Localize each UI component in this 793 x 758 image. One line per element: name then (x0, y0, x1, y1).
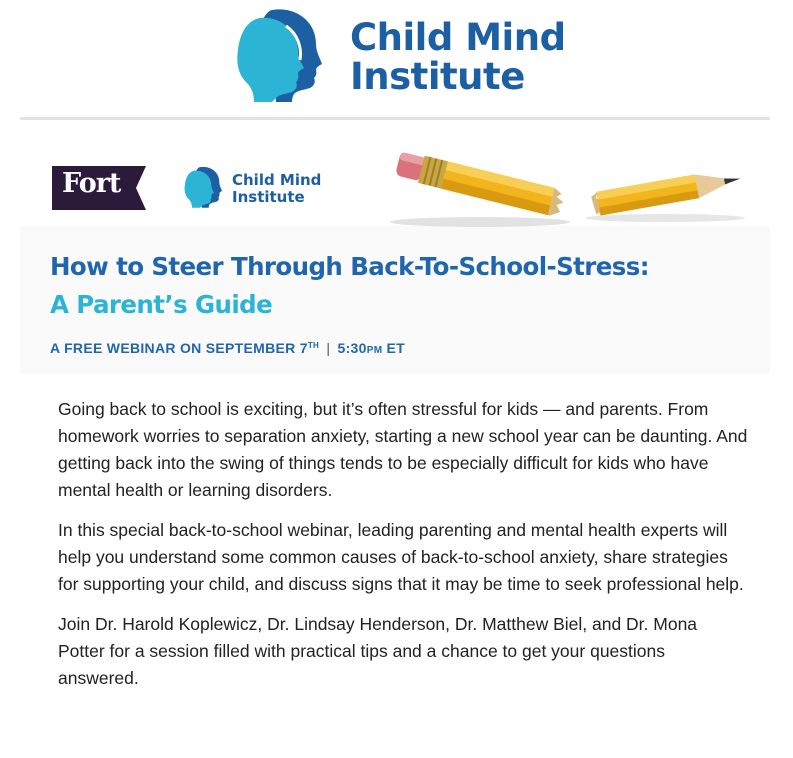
webinar-title: How to Steer Through Back-To-School-Stress: (50, 252, 649, 281)
webinar-meridiem: PM (366, 345, 383, 356)
webinar-banner[interactable] (20, 122, 770, 374)
fort-logo-text: Fort (62, 168, 121, 199)
webinar-date-prefix: A FREE WEBINAR ON SEPTEMBER 7 (50, 340, 308, 356)
webinar-date-line (50, 340, 405, 356)
webinar-timezone: ET (386, 340, 406, 356)
email-header (0, 0, 793, 118)
logo-line-2: Institute (350, 55, 525, 98)
partner-logo-wordmark (232, 172, 321, 206)
email-body (58, 396, 748, 705)
logo-line-1: Child Mind (350, 16, 566, 59)
webinar-subtitle: A Parent’s Guide (50, 290, 273, 319)
header-divider (20, 117, 770, 120)
body-paragraph-1: Going back to school is exciting, but it’s often stressful for kids — and parents. From homework worries to separation anxiety, starting a new school year can be daunting. And getting back into the swing of things tends to be especially difficult for kids who have mental health or learning disorders. (58, 399, 748, 500)
webinar-time: 5:30 (337, 340, 367, 356)
webinar-date-separator: | (326, 340, 331, 356)
body-paragraph-2: In this special back-to-school webinar, leading parenting and mental health experts will help you understand some common causes of back-to-school anxiety, share strategies for supporting your child, and discuss signs that it may be time to seek professional help. (58, 520, 744, 594)
child-mind-institute-logo-icon[interactable] (236, 8, 322, 102)
partner-logo-line-1: Child Mind (232, 171, 322, 189)
logo-wordmark[interactable] (350, 18, 566, 96)
partner-logo-line-2: Institute (232, 188, 305, 206)
body-paragraph-3: Join Dr. Harold Koplewicz, Dr. Lindsay Henderson, Dr. Matthew Biel, and Dr. Mona Potter for a session filled with practical tips and a chance to get your questions answered. (58, 614, 698, 688)
webinar-date-ordinal: TH (307, 341, 320, 350)
broken-pencil-icon (380, 150, 760, 232)
child-mind-institute-small-logo-icon (184, 166, 222, 208)
